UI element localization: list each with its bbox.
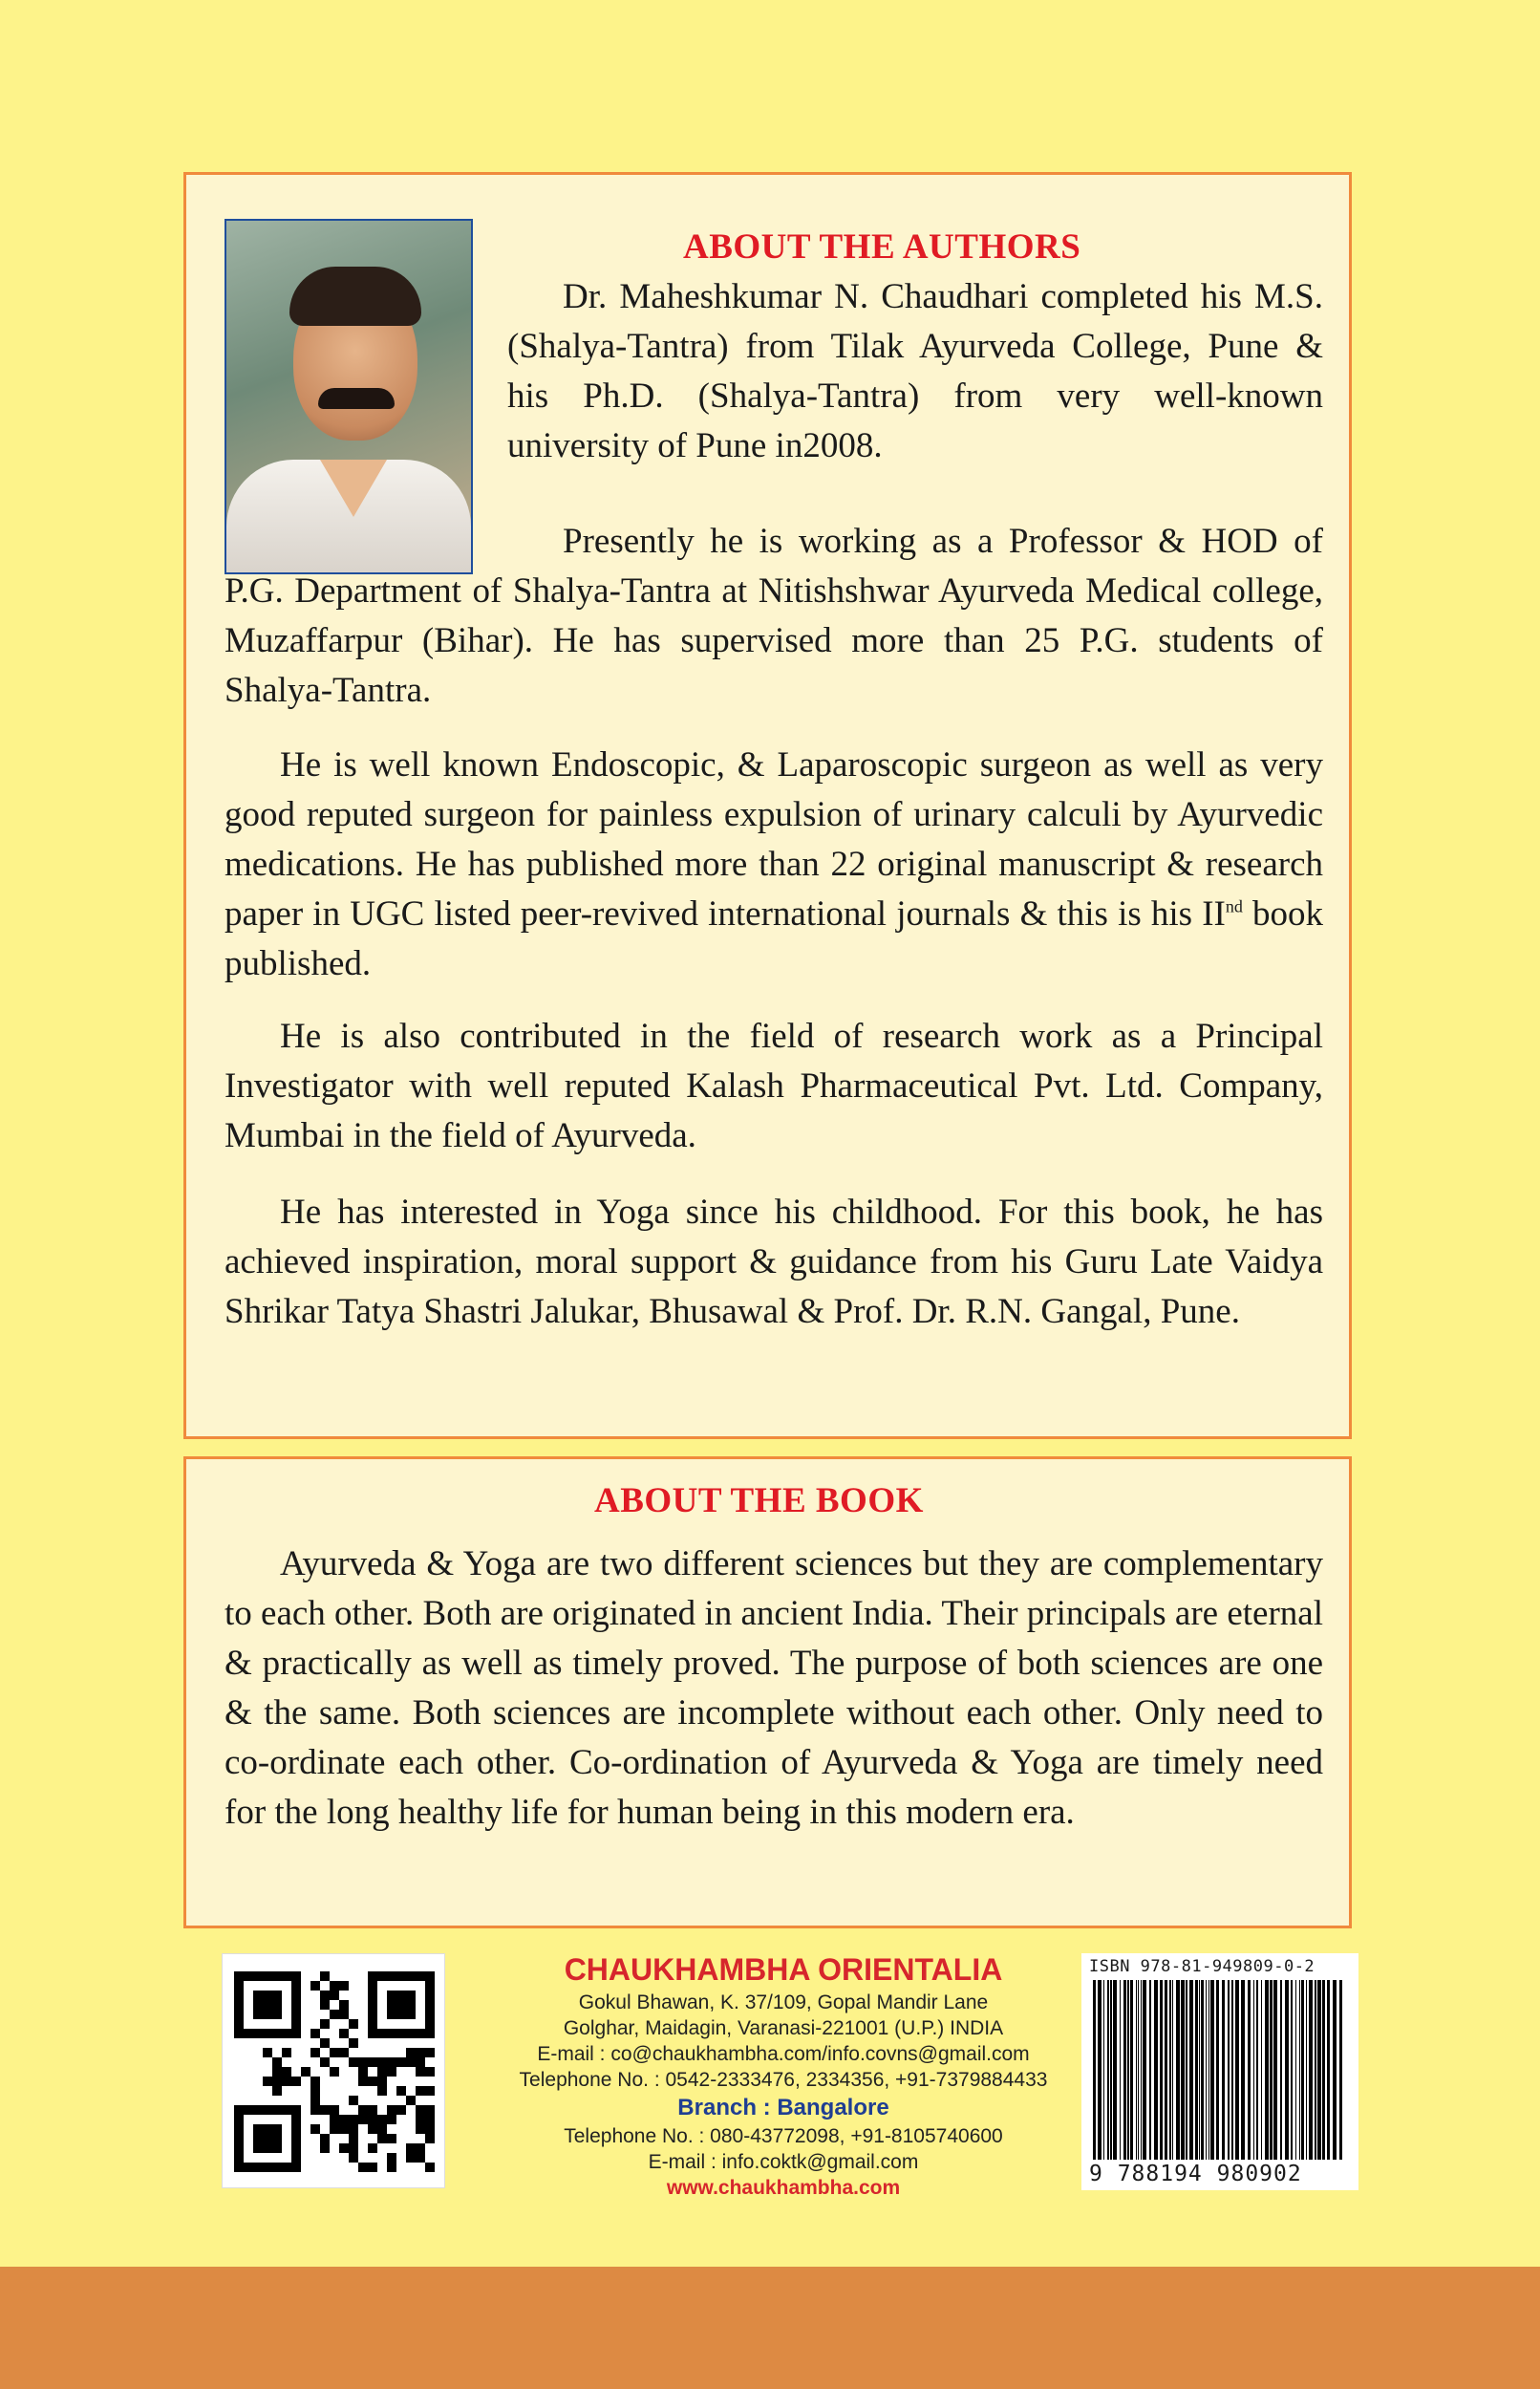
qr-code: [222, 1953, 445, 2188]
publisher-info: [459, 1949, 1108, 2201]
qr-code-icon: [234, 1968, 435, 2176]
author-paragraph-surgery: [225, 741, 1323, 989]
publisher-email: E-mail : co@chaukhambha.com/info.covns@gmail.com: [537, 2043, 1030, 2065]
about-book-panel: [183, 1456, 1352, 1928]
author-paragraph-yoga: He has interested in Yoga since his childhood. For this book, he has achieved inspiration, moral support & guidance from his Guru Late Vaidya Shrikar Tatya Shastri Jalukar, Bhusawal & Prof. Dr. R.N. Gangal, Pune.: [225, 1193, 1323, 1331]
about-authors-panel: [183, 172, 1352, 1439]
publisher-branch: Branch : Bangalore: [677, 2095, 889, 2120]
branch-phone: Telephone No. : 080-43772098, +91-8105740600: [564, 2125, 1003, 2147]
publisher-address-1: Gokul Bhawan, K. 37/109, Gopal Mandir Lane: [578, 1991, 989, 2013]
about-authors-heading: ABOUT THE AUTHORS: [683, 227, 1081, 267]
author-photo-moustache: [318, 388, 395, 409]
p3-text-end: book published.: [225, 894, 1323, 983]
author-paragraph-education: Dr. Maheshkumar N. Chaudhari completed his M.S. (Shalya-Tantra) from Tilak Ayurveda College, Pune & his Ph.D. (Shalya-Tantra) from very well-known university of Pune in2008.: [507, 277, 1323, 465]
publisher-phone: Telephone No. : 0542-2333476, 2334356, +91-7379884433: [519, 2069, 1048, 2091]
author-photo-hair: [289, 267, 421, 326]
p3-superscript: nd: [1225, 896, 1243, 916]
p3-text: He is well known Endoscopic, & Laparoscopic surgeon as well as very good reputed surgeon for painless expulsion of urinary calculi by Ayurvedic medications. He has published more than 22 original manuscript & research paper in UGC listed peer-revived international journals & this is his II: [225, 745, 1323, 934]
author-paragraph-research: He is also contributed in the field of research work as a Principal Investigator with well reputed Kalash Pharmaceutical Pvt. Ltd. Company, Mumbai in the field of Ayurveda.: [225, 1017, 1323, 1155]
publisher-website: www.chaukhambha.com: [666, 2177, 901, 2199]
bottom-band: [0, 2267, 1540, 2389]
barcode-number: 9 788194 980902: [1089, 2162, 1302, 2186]
about-book-text: Ayurveda & Yoga are two different sciences but they are complementary to each other. Both are originated in ancient India. Their principals are eternal & practically as well as timely proved. The purpose of both sciences are one & the same. Both sciences are incomplete without each other. Only need to co-ordinate each other. Co-ordination of Ayurveda & Yoga are timely need for the long healthy life for human being in this modern era.: [225, 1544, 1323, 1832]
publisher-address-2: Golghar, Maidagin, Varanasi-221001 (U.P.) INDIA: [563, 2017, 1004, 2039]
isbn-label: ISBN 978-81-949809-0-2: [1089, 1957, 1315, 1976]
about-book-heading: ABOUT THE BOOK: [594, 1481, 924, 1520]
branch-email: E-mail : info.coktk@gmail.com: [648, 2151, 919, 2173]
isbn-barcode: [1081, 1953, 1358, 2190]
author-paragraph-position: Presently he is working as a Professor & HOD of P.G. Department of Shalya-Tantra at Nitishshwar Ayurveda Medical college, Muzaffarpur (Bihar). He has supervised more than 25 P.G. students of Shalya-Tantra.: [225, 522, 1323, 710]
publisher-name: CHAUKHAMBHA ORIENTALIA: [564, 1952, 1003, 1987]
barcode-icon: [1093, 1980, 1347, 2160]
